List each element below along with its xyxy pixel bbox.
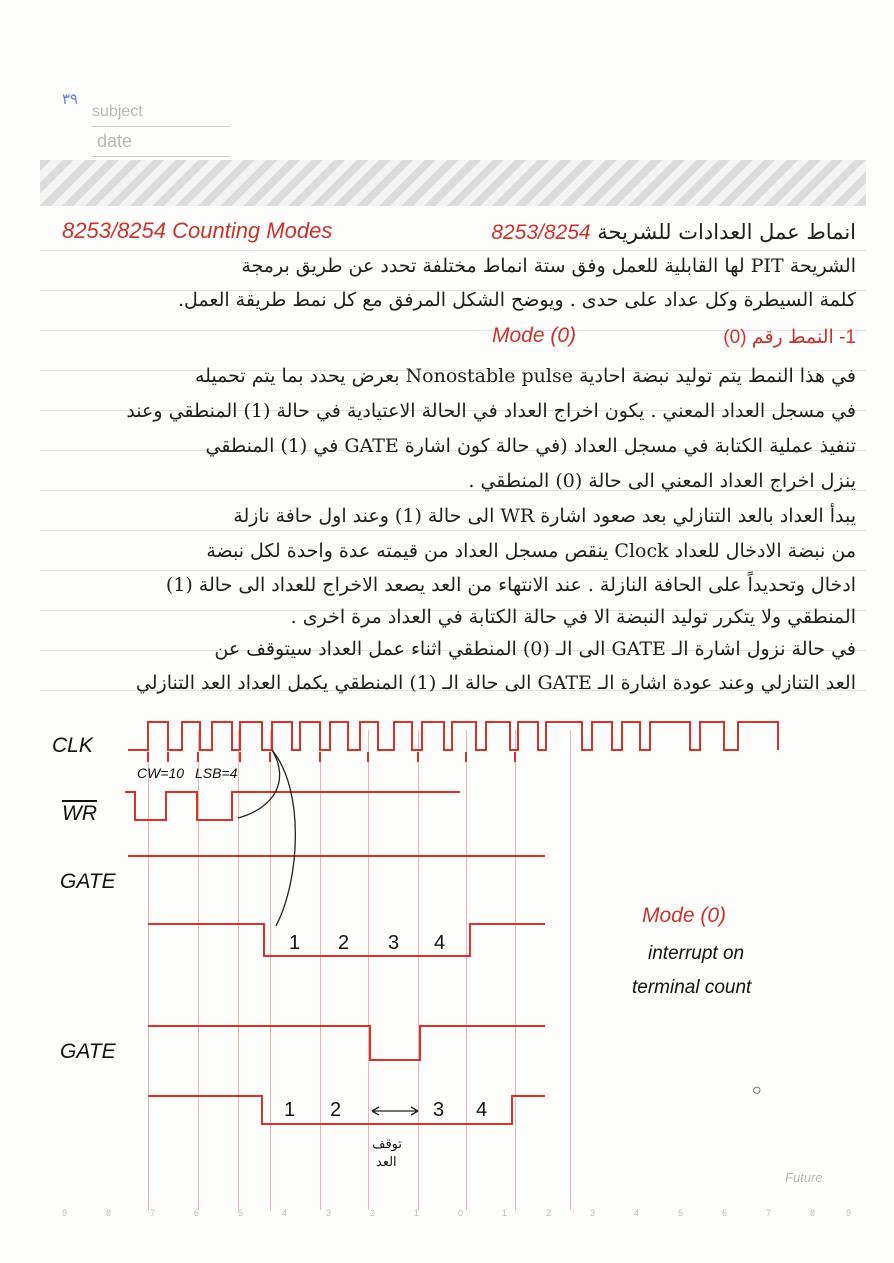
- pause-arrow: [372, 1107, 418, 1115]
- p2-line-2: من نبضة الادخال للعداد Clock ينقص مسجل العداد من قيمته عدة واحدة لكل نبضة: [206, 540, 856, 562]
- page-number: ٣٩: [62, 90, 79, 108]
- wr-waveform: [125, 792, 460, 820]
- out2-count-1: 1: [284, 1099, 296, 1121]
- stop-label-1: توقف: [372, 1136, 403, 1151]
- out2-count-4: 4: [476, 1099, 488, 1121]
- out1-count-1: 1: [289, 932, 301, 954]
- title-arabic: انماط عمل العدادات للشريحة: [597, 220, 856, 244]
- out1-count-2: 2: [338, 932, 350, 954]
- ruler-mark: 3: [326, 1208, 332, 1218]
- out1-count-3: 3: [388, 932, 400, 954]
- p1-line-4: ينزل اخراج العداد المعني الى حالة (0) المنطقي .: [468, 470, 856, 492]
- lsb-arrow: [238, 750, 280, 818]
- lsb-label: LSB=4: [195, 765, 238, 781]
- circle-mark: ○: [752, 1082, 762, 1099]
- intro-line-1: الشريحة PIT لها القابلية للعمل وفق ستة انماط مختلفة تحدد عن طريق برمجة: [241, 255, 856, 277]
- gate1-label: GATE: [60, 870, 116, 893]
- ruler-mark: 9: [846, 1208, 852, 1218]
- ruler-mark: 2: [370, 1208, 376, 1218]
- mode0-heading: 1- النمط رقم (0): [723, 327, 856, 348]
- interrupt-line-1: interrupt on: [648, 943, 745, 964]
- p3-line-1: في حالة نزول اشارة الـ GATE الى الـ (0) المنطقي اثناء عمل العداد سيتوقف عن: [214, 638, 856, 660]
- mode0-english: Mode (0): [492, 324, 577, 347]
- ruler-mark: 0: [458, 1208, 464, 1218]
- p1-line-1: في هذا النمط يتم توليد نبضة احادية Nonostable pulse بعرض يحدد بما يتم تحميله: [194, 365, 856, 387]
- title-chip: 8253/8254: [491, 221, 591, 244]
- ruler-mark: 3: [590, 1208, 596, 1218]
- clk-label: CLK: [52, 734, 93, 757]
- ruler-mark: 8: [106, 1208, 112, 1218]
- gate2-waveform: [148, 1026, 545, 1060]
- out2-count-3: 3: [433, 1099, 445, 1121]
- title-english: 8253/8254 Counting Modes: [62, 218, 333, 243]
- p2-line-1: يبدأ العداد بالعد التنازلي بعد صعود اشارة WR الى حالة (1) وعند اول حافة نازلة: [233, 505, 856, 527]
- date-label: date: [97, 131, 133, 151]
- p2-line-3: ادخال وتحديداً على الحافة النازلة . عند الانتهاء من العد يصعد الاخراج للعداد الى حالة (1): [165, 574, 856, 596]
- p1-line-3: تنفيذ عملية الكتابة في مسجل العداد (في حالة كون اشارة GATE في (1) المنطقي: [205, 435, 856, 457]
- out2-count-2: 2: [330, 1099, 342, 1121]
- ruler-mark: 6: [722, 1208, 728, 1218]
- clk-waveform: [128, 722, 778, 750]
- stop-label-2: العد: [376, 1154, 397, 1169]
- ruler-mark: 7: [766, 1208, 772, 1218]
- ruler-mark: 6: [194, 1208, 200, 1218]
- gate-arrow: [272, 750, 295, 926]
- intro-line-2: كلمة السيطرة وكل عداد على حدى . ويوضح الشكل المرفق مع كل نمط طريقة العمل.: [178, 289, 856, 311]
- interrupt-line-2: terminal count: [632, 977, 752, 998]
- ruler-mark: 9: [62, 1208, 68, 1218]
- ruler-mark: 5: [678, 1208, 684, 1218]
- clk-arrow: [148, 752, 515, 762]
- out1-count-4: 4: [434, 932, 446, 954]
- ruler-mark: 5: [238, 1208, 244, 1218]
- mode-note: Mode (0): [642, 904, 727, 927]
- ruler-mark: 1: [414, 1208, 420, 1218]
- subject-label: subject: [92, 103, 143, 120]
- brand-logo: Future: [785, 1170, 823, 1185]
- ruler-mark: 4: [282, 1208, 288, 1218]
- wr-label: $\overline{WR}$: [62, 802, 97, 825]
- gate2-label: GATE: [60, 1040, 116, 1063]
- p2-line-4: المنطقي ولا يتكرر توليد النبضة الا في حالة الكتابة في العداد مرة اخرى .: [290, 606, 856, 628]
- ruler-mark: 7: [150, 1208, 156, 1218]
- ruler-mark: 8: [810, 1208, 816, 1218]
- ruler-mark: 1: [502, 1208, 508, 1218]
- p3-line-2: العد التنازلي وعند عودة اشارة الـ GATE الى حالة الـ (1) المنطقي يكمل العداد العد التنازلي: [135, 672, 856, 694]
- p1-line-2: في مسجل العداد المعني . يكون اخراج العداد في الحالة الاعتيادية في حالة (1) المنطقي وعند: [126, 400, 856, 422]
- cw-label: CW=10: [137, 765, 185, 781]
- ruler-mark: 2: [546, 1208, 552, 1218]
- ruler-mark: 4: [634, 1208, 640, 1218]
